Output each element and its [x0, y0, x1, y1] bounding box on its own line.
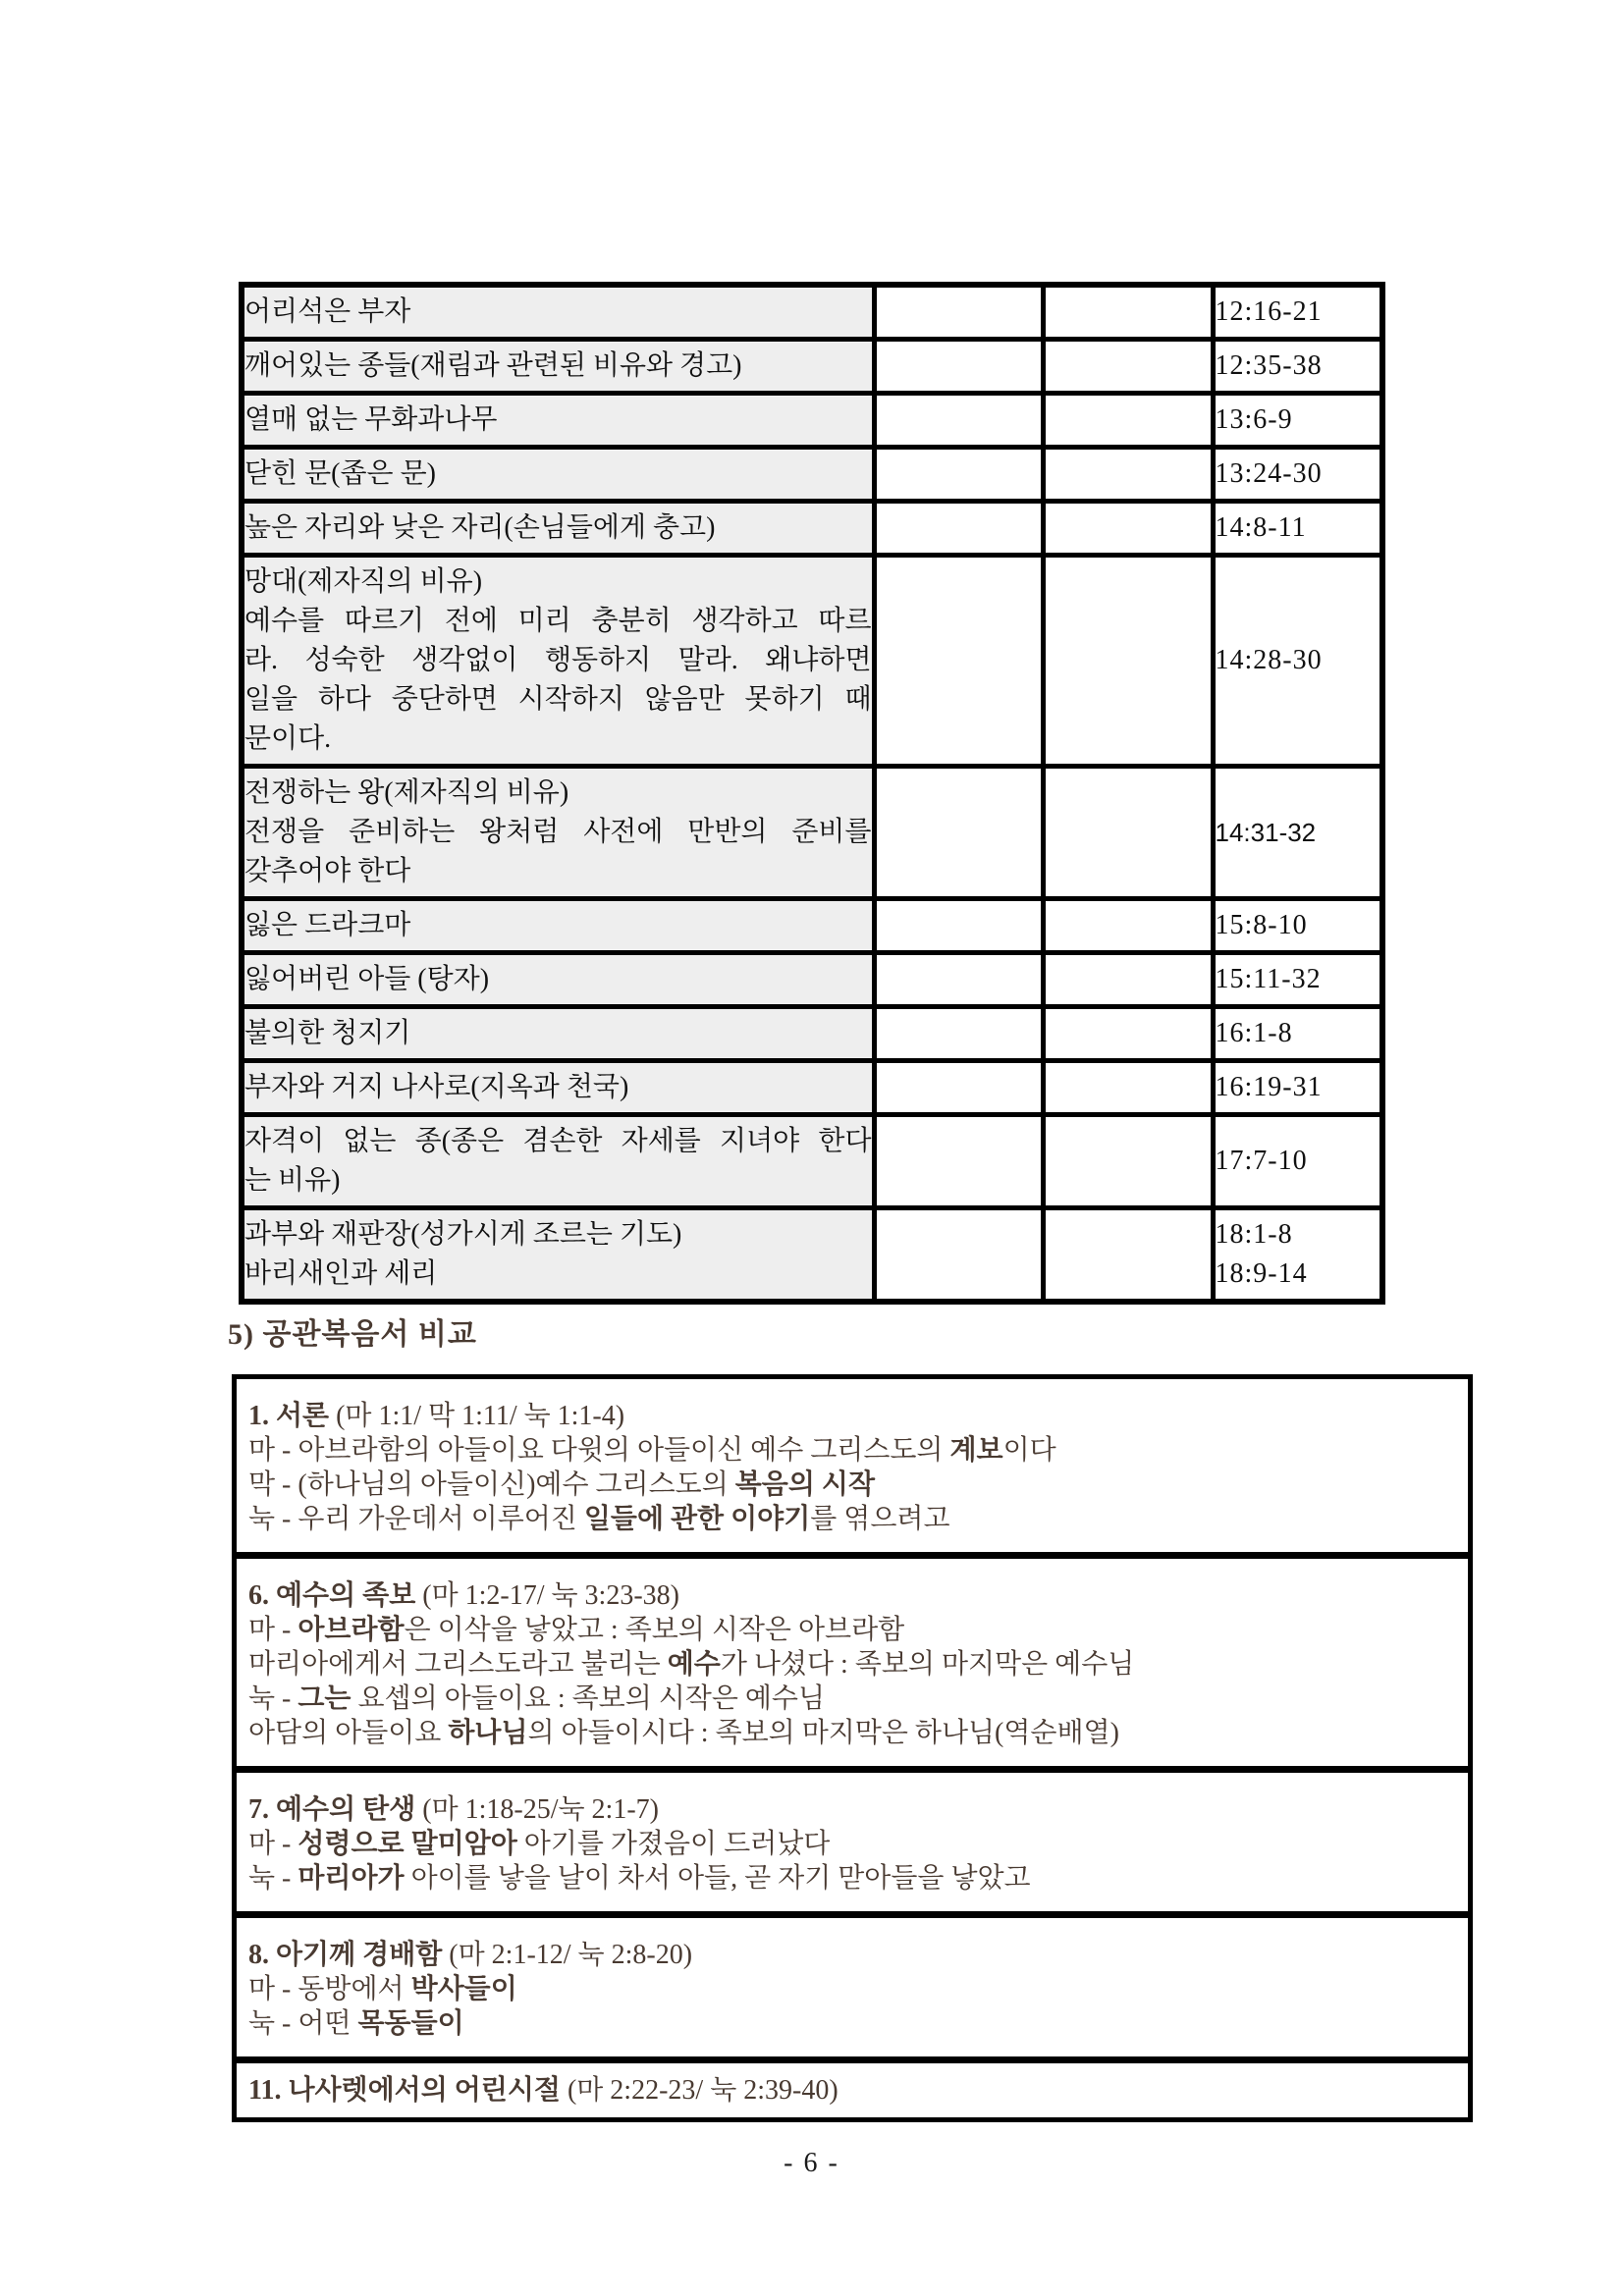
- verse-reference: 15:8-10: [1215, 910, 1308, 940]
- reference-cell: [1213, 448, 1382, 502]
- comparison-line: [248, 1861, 1454, 1896]
- parable-text-line: 망대(제자직의 비유): [244, 566, 483, 597]
- comparison-text: 아기를 가졌음이 드러났다: [516, 1829, 831, 1859]
- parable-text-line: 전쟁하는 왕(제자직의 비유): [244, 777, 569, 808]
- parable-text-line: 바리새인과 세리: [244, 1258, 438, 1289]
- comparison-section-title: [248, 1792, 1454, 1827]
- table-row: [242, 448, 1382, 502]
- reference-cell: [1213, 285, 1382, 340]
- comparison-line: [248, 1647, 1454, 1682]
- parable-text-line: 닫힌 문(좁은 문): [244, 458, 436, 489]
- parable-title-cell: [242, 1061, 874, 1115]
- parable-title-cell: [242, 285, 874, 340]
- table-row: [242, 953, 1382, 1007]
- comparison-text: 눅 -: [248, 1683, 298, 1714]
- comparison-text: 아담의 아들이요: [248, 1718, 449, 1748]
- emphasized-text: 계보: [949, 1435, 1003, 1466]
- emphasized-text: 성령으로 말미암아: [298, 1829, 517, 1859]
- section-title-references: (마 1:2-17/ 눅 3:23-38): [415, 1580, 679, 1611]
- empty-cell-1: [874, 502, 1043, 556]
- parables-table: [239, 282, 1385, 1305]
- comparison-text: 마 -: [248, 1829, 298, 1859]
- verse-reference: 14:31-32: [1215, 818, 1317, 847]
- verse-reference: 12:35-38: [1215, 350, 1323, 381]
- parable-text-line: 라. 성숙한 생각없이 행동하지 말라. 왜냐하면: [244, 645, 872, 675]
- comparison-line: [248, 1716, 1454, 1750]
- table-row: [242, 1061, 1382, 1115]
- section-title-references: (마 1:1/ 막 1:11/ 눅 1:1-4): [329, 1401, 625, 1431]
- comparison-section: [237, 1559, 1468, 1773]
- table-row: [242, 1208, 1382, 1303]
- empty-cell-1: [874, 899, 1043, 953]
- empty-cell-2: [1043, 285, 1213, 340]
- section-title-text: 8. 아기께 경배함: [248, 1940, 443, 1970]
- comparison-section-title: [248, 1578, 1454, 1613]
- parable-text-line: 어리석은 부자: [244, 296, 411, 327]
- section-title-text: 1. 서론: [248, 1401, 330, 1431]
- parable-text-line: 높은 자리와 낮은 자리(손님들에게 충고): [244, 512, 716, 543]
- comparison-section: [237, 1379, 1468, 1559]
- empty-cell-1: [874, 767, 1043, 899]
- empty-cell-2: [1043, 340, 1213, 394]
- empty-cell-1: [874, 556, 1043, 767]
- parable-text-line: 불의한 청지기: [244, 1018, 411, 1048]
- comparison-text: 눅 -: [248, 1863, 298, 1894]
- reference-cell: [1213, 1007, 1382, 1061]
- parable-title-cell: [242, 556, 874, 767]
- parable-text-line: 부자와 거지 나사로(지옥과 천국): [244, 1072, 629, 1102]
- empty-cell-1: [874, 285, 1043, 340]
- parables-table-body: [242, 285, 1382, 1302]
- empty-cell-2: [1043, 1061, 1213, 1115]
- comparison-line: [248, 1468, 1454, 1502]
- empty-cell-1: [874, 1061, 1043, 1115]
- table-row: [242, 767, 1382, 899]
- reference-cell: [1213, 899, 1382, 953]
- empty-cell-1: [874, 1007, 1043, 1061]
- parable-text-line: 갖추어야 한다: [244, 856, 411, 886]
- comparison-text: 막 - (하나님의 아들이신)예수 그리스도의: [248, 1469, 735, 1500]
- parable-text-line: 일을 하다 중단하면 시작하지 않음만 못하기 때: [244, 684, 872, 715]
- verse-reference: 16:19-31: [1215, 1072, 1323, 1102]
- verse-reference: 13:24-30: [1215, 458, 1323, 489]
- parable-title-cell: [242, 502, 874, 556]
- parable-title-cell: [242, 1208, 874, 1303]
- comparison-text: 마 - 동방에서: [248, 1974, 411, 2004]
- empty-cell-2: [1043, 1007, 1213, 1061]
- reference-cell: [1213, 1061, 1382, 1115]
- verse-reference: 12:16-21: [1215, 296, 1323, 327]
- verse-reference: 17:7-10: [1215, 1146, 1308, 1176]
- section-title-references: (마 2:22-23/ 눅 2:39-40): [560, 2075, 839, 2106]
- section-title-text: 11. 나사렛에서의 어린시절: [248, 2075, 561, 2106]
- parable-title-cell: [242, 953, 874, 1007]
- table-row: [242, 556, 1382, 767]
- table-row: [242, 1007, 1382, 1061]
- emphasized-text: 마리아가: [298, 1863, 405, 1894]
- comparison-text: 이다: [1002, 1435, 1056, 1466]
- empty-cell-1: [874, 448, 1043, 502]
- table-row: [242, 502, 1382, 556]
- emphasized-text: 목동들이: [357, 2008, 464, 2039]
- parable-text-line: 잃은 드라크마: [244, 910, 411, 940]
- emphasized-text: 아브라함: [298, 1615, 405, 1645]
- parable-title-cell: [242, 448, 874, 502]
- comparison-line: [248, 2006, 1454, 2041]
- comparison-text: 눅 - 우리 가운데서 이루어진: [248, 1504, 584, 1534]
- table-row: [242, 285, 1382, 340]
- page-number: - 6 -: [784, 2148, 839, 2178]
- comparison-line: [248, 1682, 1454, 1716]
- comparison-box: [232, 1374, 1473, 2122]
- verse-reference: 18:9-14: [1215, 1258, 1308, 1289]
- comparison-text: 마리아에게서 그리스도라고 불리는: [248, 1649, 668, 1680]
- empty-cell-1: [874, 340, 1043, 394]
- section-title-references: (마 1:18-25/눅 2:1-7): [415, 1794, 659, 1825]
- parable-text-line: 깨어있는 종들(재림과 관련된 비유와 경고): [244, 350, 742, 381]
- comparison-section-title: [248, 1399, 1454, 1433]
- comparison-text: 마 -: [248, 1615, 298, 1645]
- empty-cell-2: [1043, 502, 1213, 556]
- empty-cell-2: [1043, 556, 1213, 767]
- comparison-text: 아이를 낳을 날이 차서 아들, 곧 자기 맏아들을 낳았고: [404, 1863, 1031, 1894]
- verse-reference: 14:28-30: [1215, 645, 1323, 675]
- comparison-text: 눅 - 어떤: [248, 2008, 358, 2039]
- reference-cell: [1213, 1115, 1382, 1208]
- comparison-text: 요셉의 아들이요 : 족보의 시작은 예수님: [351, 1683, 826, 1714]
- empty-cell-2: [1043, 767, 1213, 899]
- reference-cell: [1213, 953, 1382, 1007]
- reference-cell: [1213, 556, 1382, 767]
- parable-title-cell: [242, 1007, 874, 1061]
- section-title-references: (마 2:1-12/ 눅 2:8-20): [442, 1940, 693, 1970]
- parable-title-cell: [242, 394, 874, 448]
- section-title-text: 7. 예수의 탄생: [248, 1794, 416, 1825]
- empty-cell-1: [874, 394, 1043, 448]
- parable-text-line: 열매 없는 무화과나무: [244, 404, 498, 435]
- emphasized-text: 예수: [667, 1649, 721, 1680]
- parable-text-line: 예수를 따르기 전에 미리 충분히 생각하고 따르: [244, 606, 872, 636]
- emphasized-text: 일들에 관한 이야기: [583, 1504, 811, 1534]
- verse-reference: 14:8-11: [1215, 512, 1307, 543]
- parable-title-cell: [242, 1115, 874, 1208]
- empty-cell-2: [1043, 394, 1213, 448]
- table-row: [242, 1115, 1382, 1208]
- empty-cell-1: [874, 1208, 1043, 1303]
- empty-cell-2: [1043, 448, 1213, 502]
- parable-text-line: 전쟁을 준비하는 왕처럼 사전에 만반의 준비를: [244, 817, 872, 847]
- emphasized-text: 복음의 시작: [734, 1469, 875, 1500]
- table-row: [242, 394, 1382, 448]
- empty-cell-2: [1043, 899, 1213, 953]
- comparison-line: [248, 1613, 1454, 1647]
- reference-cell: [1213, 394, 1382, 448]
- verse-reference: 15:11-32: [1215, 964, 1322, 994]
- comparison-line: [248, 1433, 1454, 1468]
- empty-cell-2: [1043, 1208, 1213, 1303]
- verse-reference: 13:6-9: [1215, 404, 1293, 435]
- parable-title-cell: [242, 340, 874, 394]
- parable-title-cell: [242, 767, 874, 899]
- table-row: [242, 899, 1382, 953]
- emphasized-text: 하나님: [448, 1718, 528, 1748]
- empty-cell-2: [1043, 953, 1213, 1007]
- parable-text-line: 문이다.: [244, 723, 332, 754]
- reference-cell: [1213, 340, 1382, 394]
- emphasized-text: 그는: [298, 1683, 352, 1714]
- parable-text-line: 는 비유): [244, 1165, 341, 1196]
- empty-cell-2: [1043, 1115, 1213, 1208]
- comparison-text: 은 이삭을 낳았고 : 족보의 시작은 아브라함: [404, 1615, 905, 1645]
- verse-reference: 18:1-8: [1215, 1219, 1293, 1250]
- parable-text-line: 자격이 없는 종(종은 겸손한 자세를 지녀야 한다: [244, 1126, 872, 1156]
- parable-text-line: 과부와 재판장(성가시게 조르는 기도): [244, 1219, 682, 1250]
- reference-cell: [1213, 1208, 1382, 1303]
- comparison-line: [248, 1827, 1454, 1861]
- comparison-text: 를 엮으려고: [810, 1504, 950, 1534]
- empty-cell-1: [874, 953, 1043, 1007]
- comparison-line: [248, 1502, 1454, 1536]
- comparison-section: [237, 2063, 1468, 2117]
- empty-cell-1: [874, 1115, 1043, 1208]
- reference-cell: [1213, 502, 1382, 556]
- comparison-text: 마 - 아브라함의 아들이요 다윗의 아들이신 예수 그리스도의: [248, 1435, 950, 1466]
- table-row: [242, 340, 1382, 394]
- comparison-section: [237, 1918, 1468, 2063]
- comparison-text: 의 아들이시다 : 족보의 마지막은 하나님(역순배열): [527, 1718, 1119, 1748]
- comparison-line: [248, 1972, 1454, 2006]
- comparison-section-title: [248, 1938, 1454, 1972]
- comparison-section: [237, 1773, 1468, 1918]
- reference-cell: [1213, 767, 1382, 899]
- section-title-text: 6. 예수의 족보: [248, 1580, 416, 1611]
- comparison-section-title: [248, 2073, 1454, 2108]
- parable-title-cell: [242, 899, 874, 953]
- verse-reference: 16:1-8: [1215, 1018, 1293, 1048]
- comparison-text: 가 나셨다 : 족보의 마지막은 예수님: [720, 1649, 1135, 1680]
- parable-text-line: 잃어버린 아들 (탕자): [244, 964, 490, 994]
- emphasized-text: 박사들이: [410, 1974, 517, 2004]
- section-heading: 5) 공관복음서 비교: [228, 1318, 477, 1351]
